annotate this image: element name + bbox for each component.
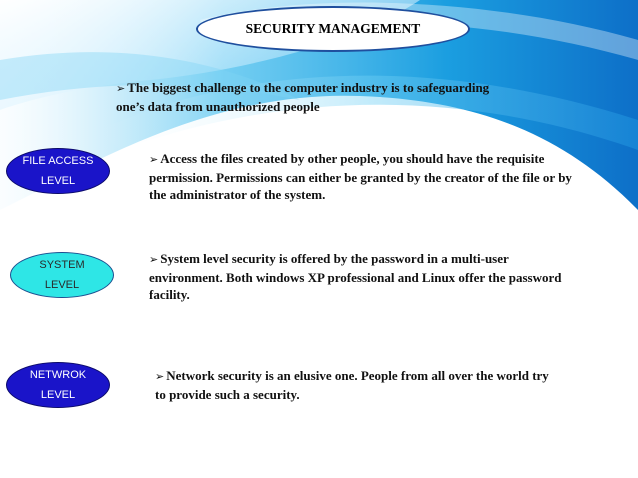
description-line: ➢ Network security is an elusive one. People from all over the world try bbox=[155, 368, 549, 383]
level-label-line: LEVEL bbox=[40, 389, 76, 401]
intro-line: one’s data from unauthorized people bbox=[116, 98, 320, 114]
level-label-line: LEVEL bbox=[44, 279, 80, 291]
file-access-level-oval bbox=[6, 148, 110, 194]
system-level-oval bbox=[10, 252, 114, 298]
intro-paragraph bbox=[116, 79, 489, 115]
description-line: facility. bbox=[149, 287, 190, 302]
network-level-description bbox=[155, 367, 625, 403]
slide-title-text: SECURITY MANAGEMENT bbox=[245, 21, 421, 36]
description-line: permission. Permissions can either be granted by the creator of the file or by bbox=[149, 169, 572, 185]
level-label-line: NETWROK bbox=[29, 369, 87, 381]
description-line: to provide such a security. bbox=[155, 386, 300, 402]
file-access-description bbox=[149, 150, 629, 204]
slide-title bbox=[196, 6, 470, 52]
system-level-description bbox=[149, 250, 629, 304]
description-line: the administrator of the system. bbox=[149, 187, 326, 202]
arrow-bullet-icon: ➢ bbox=[116, 82, 126, 95]
arrow-bullet-icon: ➢ bbox=[149, 253, 159, 266]
arrow-bullet-icon: ➢ bbox=[155, 370, 165, 383]
description-line: ➢ System level security is offered by the password in a multi-user bbox=[149, 251, 509, 266]
level-label-line: LEVEL bbox=[40, 175, 76, 187]
description-line: environment. Both windows XP professional and Linux offer the password bbox=[149, 269, 562, 285]
arrow-bullet-icon: ➢ bbox=[149, 153, 159, 166]
level-label-line: SYSTEM bbox=[39, 259, 85, 271]
level-label-line: FILE ACCESS bbox=[22, 155, 94, 167]
intro-line: ➢ The biggest challenge to the computer industry is to safeguarding bbox=[116, 80, 490, 95]
network-level-oval bbox=[6, 362, 110, 408]
description-line: ➢ Access the files created by other people, you should have the requisite bbox=[149, 151, 545, 166]
